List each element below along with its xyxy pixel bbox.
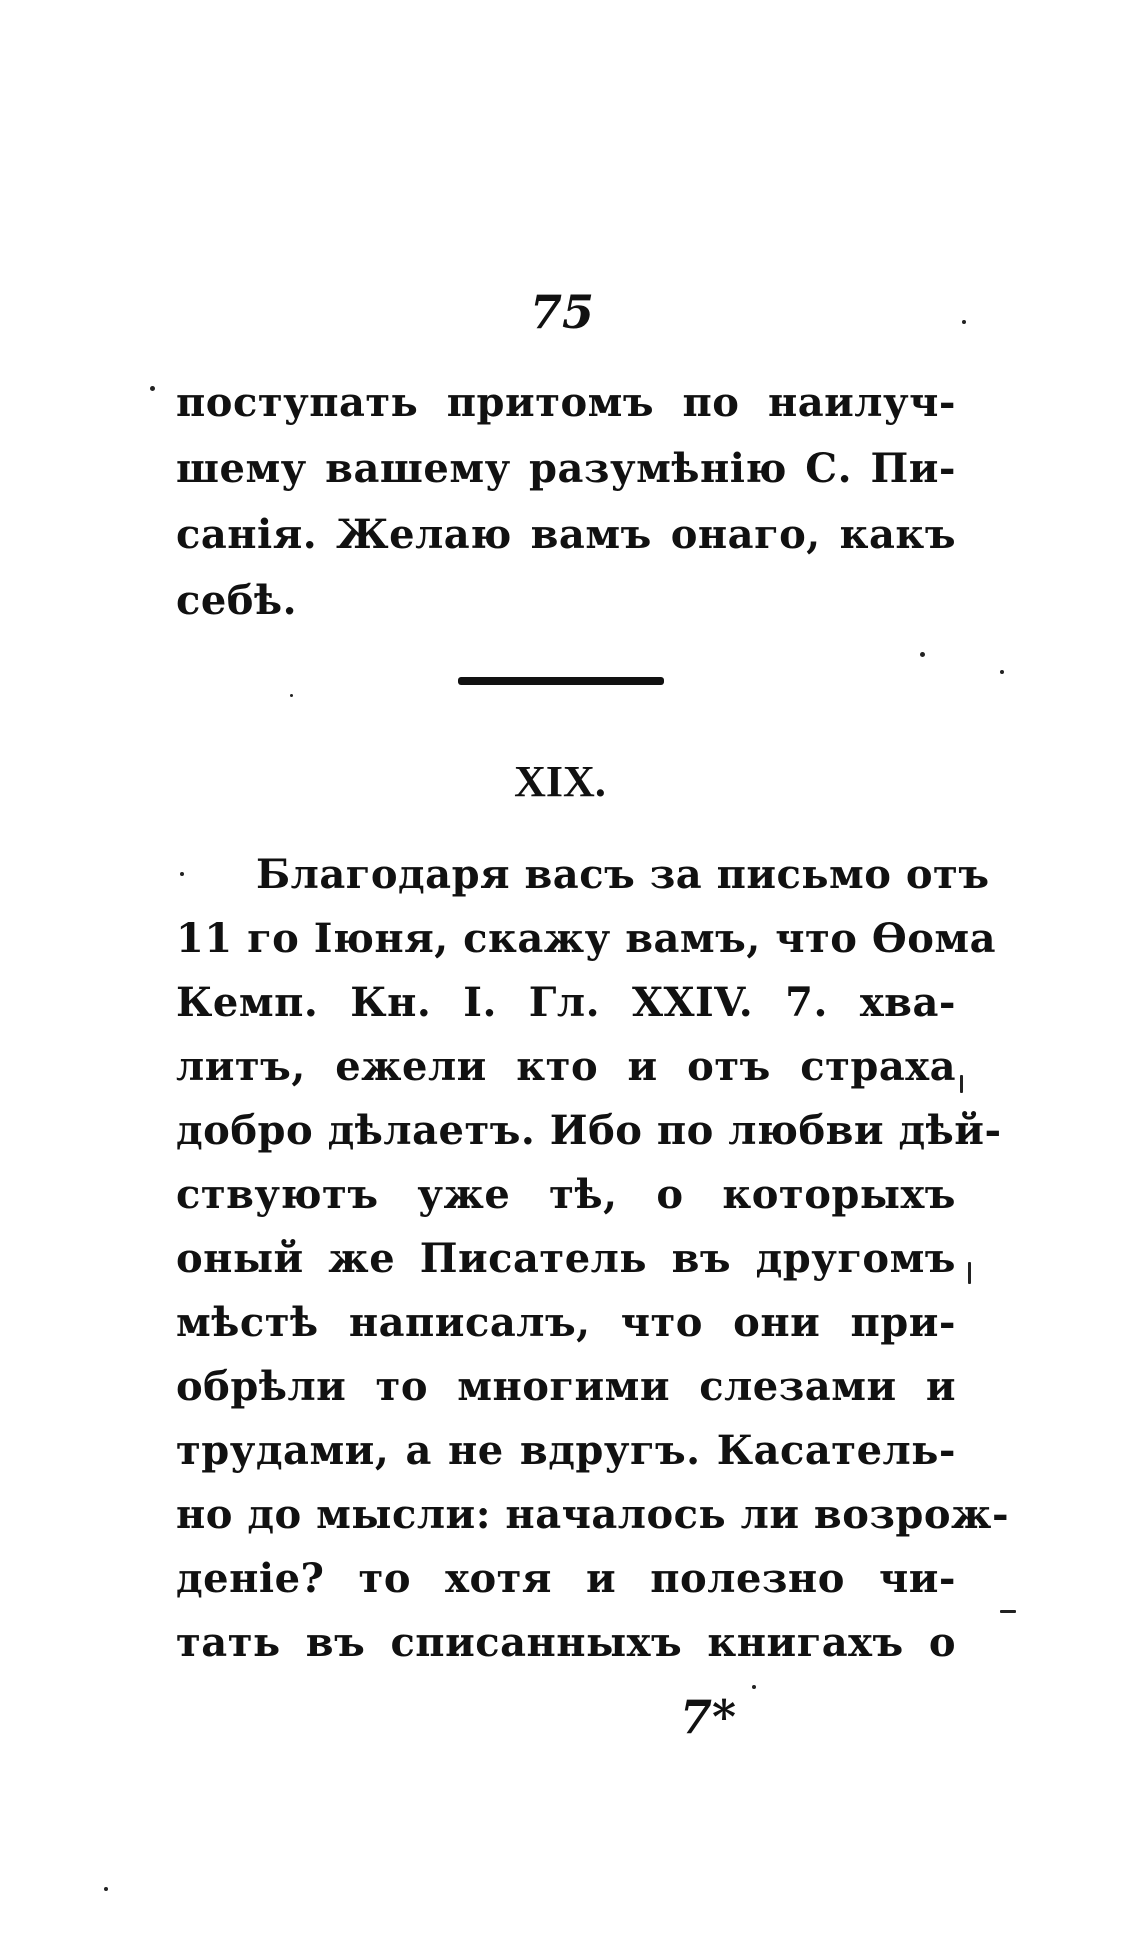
section-heading: XIX. — [514, 757, 606, 806]
section-divider — [458, 677, 664, 685]
text-line: шему вашему разумѣнію С. Пи- — [176, 445, 956, 492]
scan-speck — [920, 652, 925, 657]
text-line: мѣстѣ написалъ, что они при- — [176, 1299, 956, 1346]
text-line: поступать притомъ по наилуч- — [176, 379, 956, 426]
text-line: но до мысли: началось ли возрож- — [176, 1491, 1010, 1538]
text-line: оный же Писатель въ другомъ — [176, 1235, 956, 1282]
printer-signature-mark: 7* — [680, 1690, 737, 1744]
scan-speck — [180, 872, 184, 876]
text-line: трудами, а не вдругъ. Касатель- — [176, 1427, 956, 1474]
scan-speck — [150, 386, 155, 391]
text-line: Благодаря васъ за письмо отъ — [256, 851, 990, 898]
scan-speck — [968, 1262, 971, 1284]
text-line: 11 го Іюня, скажу вамъ, что Ѳома — [176, 915, 997, 962]
text-line: ствуютъ уже тѣ, о которыхъ — [176, 1171, 956, 1218]
scan-speck — [290, 694, 293, 697]
text-line: себѣ. — [176, 577, 298, 624]
scan-speck — [104, 1887, 108, 1891]
scan-speck — [1000, 670, 1004, 674]
scan-speck — [1000, 1610, 1016, 1613]
scan-speck — [960, 1075, 963, 1093]
text-line: санія. Желаю вамъ онаго, какъ — [176, 511, 956, 558]
scan-speck — [962, 320, 966, 324]
text-line: тать въ списанныхъ книгахъ о — [176, 1619, 956, 1666]
text-line: обрѣли то многими слезами и — [176, 1363, 956, 1410]
text-line: литъ, ежели кто и отъ страха — [176, 1043, 956, 1090]
page-number: 75 — [530, 285, 595, 339]
text-line: деніе? то хотя и полезно чи- — [176, 1555, 956, 1602]
text-line: Кемп. Кн. I. Гл. XXIV. 7. хва- — [176, 979, 956, 1026]
text-line: добро дѣлаетъ. Ибо по любви дѣй- — [176, 1107, 1002, 1154]
scan-speck — [752, 1685, 756, 1689]
